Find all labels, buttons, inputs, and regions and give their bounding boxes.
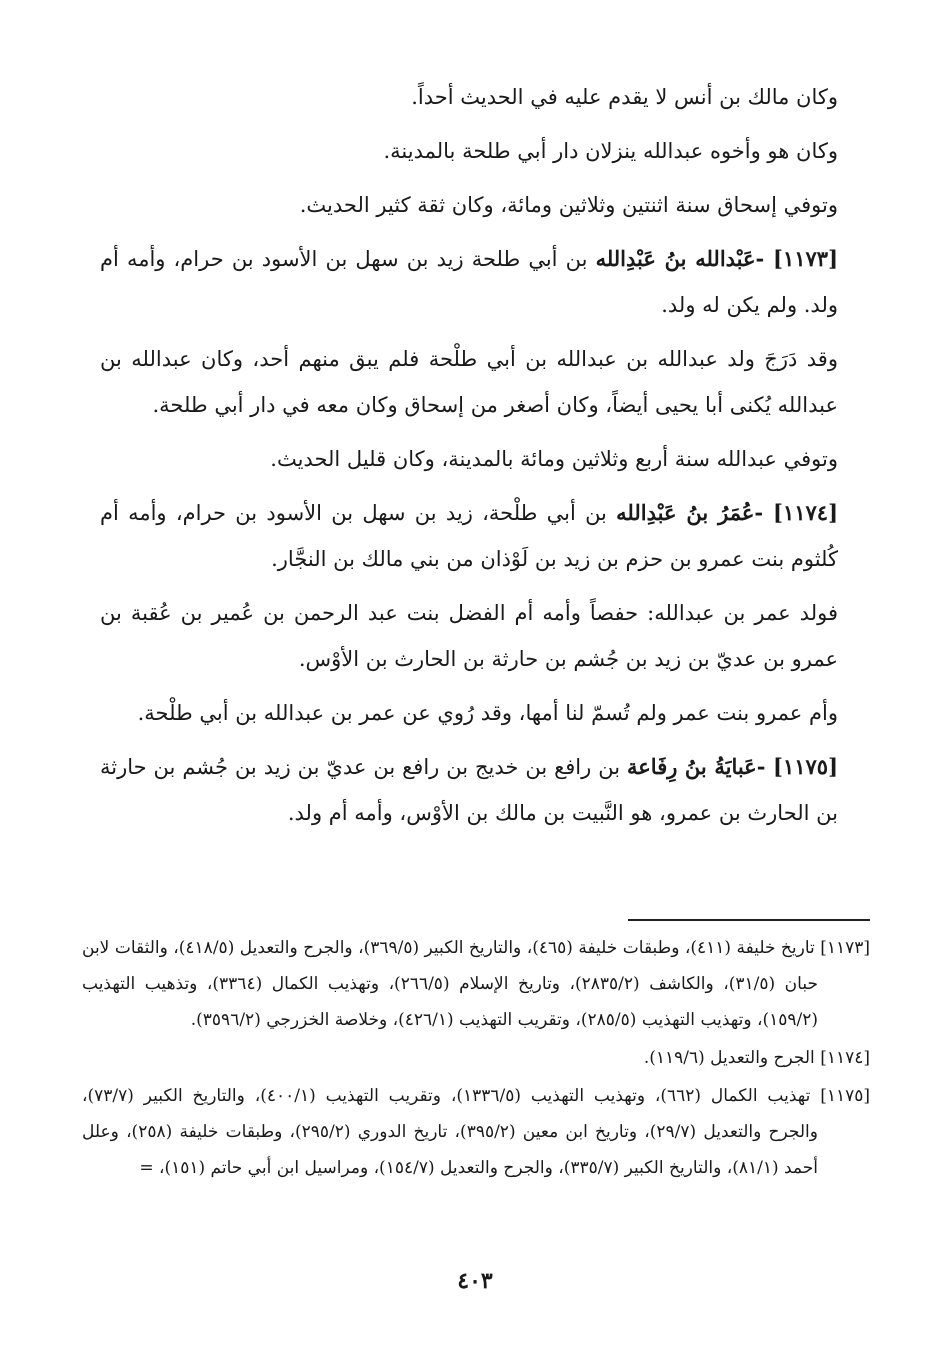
paragraph	[100, 436, 838, 482]
entry-number: [١١٧٣] -	[755, 246, 839, 271]
paragraph-text: وأم عمرو بنت عمر ولم تُسمّ لنا أمها، وقد رُوي عن عمر بن عبدالله بن أبي طلْحة.	[137, 701, 838, 725]
footnote-number: [١١٧٥]	[820, 1086, 870, 1106]
footnotes	[82, 930, 870, 1188]
footnote-text: تاريخ خليفة (٤١١)، وطبقات خليفة (٤٦٥)، والتاريخ الكبير (٣٦٩/٥)، والجرح والتعديل (٤١٨/٥)، والثقات لابن حبان (٣١/٥)، والكاشف (٢٨٣٥/٢)، وتاريخ الإسلام (٢٦٦/٥)، وتهذيب الكمال (٣٣٦٤)، وتذهيب التهذيب (١٥٩/٢)، وتهذيب التهذيب (٢٨٥/٥)، وتقريب التهذيب (٤٢٦/١)، وخلاصة الخزرجي (٣٥٩٦/٢).	[82, 938, 818, 1030]
entry-name: عَبايَةُ بنُ رِفَاعة	[627, 754, 757, 779]
paragraph	[100, 744, 838, 836]
paragraph-text: فولد عمر بن عبدالله: حفصاً وأمه أم الفضل بنت عبد الرحمن بن عُمير بن عُقبة بن عمرو بن عديّ بن زيد بن جُشم بن حارثة بن الحارث بن الأوْس.	[100, 601, 838, 671]
paragraph	[100, 74, 838, 120]
footnote-divider	[628, 919, 870, 921]
page-number: ٤٠٣	[457, 1268, 493, 1294]
paragraph-text: وكان هو وأخوه عبدالله ينزلان دار أبي طلحة بالمدينة.	[383, 139, 838, 163]
paragraph-text: وقد دَرَجَ ولد عبدالله بن عبدالله بن أبي طلْحة فلم يبق منهم أحد، وكان عبدالله بن عبدالله يُكنى أبا يحيى أيضاً، وكان أصغر من إسحاق وكان معه في دار أبي طلحة.	[100, 347, 838, 417]
paragraph-text: وتوفي عبدالله سنة أربع وثلاثين ومائة بالمدينة، وكان قليل الحديث.	[270, 447, 838, 471]
paragraph	[100, 182, 838, 228]
paragraph-text: بن أبي طلحة زيد بن سهل بن الأسود بن حرام، وأمه أم ولد. ولم يكن له ولد.	[100, 247, 838, 317]
entry-name: عُمَرُ بنُ عَبْدِالله	[616, 500, 755, 525]
paragraph	[100, 490, 838, 582]
footnote-number: [١١٧٤]	[820, 1048, 870, 1068]
entry-number: [١١٧٤] -	[754, 500, 838, 525]
footnote-number: [١١٧٣]	[820, 938, 870, 958]
entry-name: عَبْدالله بنُ عَبْدِالله	[595, 246, 756, 271]
footnote	[82, 930, 870, 1038]
paragraph	[100, 128, 838, 174]
paragraph	[100, 236, 838, 328]
paragraph-text: بن رافع بن خديج بن رافع بن عديّ بن زيد بن جُشم بن حارثة بن الحارث بن عمرو، هو النَّبيت بن مالك بن الأوْس، وأمه أم ولد.	[100, 755, 838, 825]
paragraph-text: وتوفي إسحاق سنة اثنتين وثلاثين ومائة، وكان ثقة كثير الحديث.	[299, 193, 838, 217]
footnote	[82, 1078, 870, 1186]
paragraph	[100, 336, 838, 428]
paragraph-text: بن أبي طلْحة، زيد بن سهل بن الأسود بن حرام، وأمه أم كُلثوم بنت عمرو بن حزم بن زيد بن لَوْذان من بني مالك بن النجَّار.	[100, 501, 838, 571]
footnote-text: تهذيب الكمال (٦٦٢)، وتهذيب التهذيب (١٣٣٦/٥)، وتقريب التهذيب (٤٠٠/١)، والتاريخ الكبير (٧٣/٧)، والجرح والتعديل (٢٩/٧)، وتاريخ ابن معين (٣٩٥/٢)، تاريخ الدوري (٢٩٥/٢)، وطبقات خليفة (٢٥٨)، وعلل أحمد (٨١/١)، والتاريخ الكبير (٣٣٥/٧)، والجرح والتعديل (١٥٤/٧)، ومراسيل ابن أبي حاتم (١٥١)، =	[82, 1086, 818, 1178]
paragraph-text: وكان مالك بن أنس لا يقدم عليه في الحديث أحداً.	[411, 85, 838, 109]
paragraph	[100, 590, 838, 682]
paragraph	[100, 690, 838, 736]
footnote	[82, 1040, 870, 1076]
main-text	[100, 74, 838, 844]
entry-number: [١١٧٥] -	[756, 754, 839, 779]
footnote-text: الجرح والتعديل (١١٩/٦).	[643, 1048, 815, 1068]
